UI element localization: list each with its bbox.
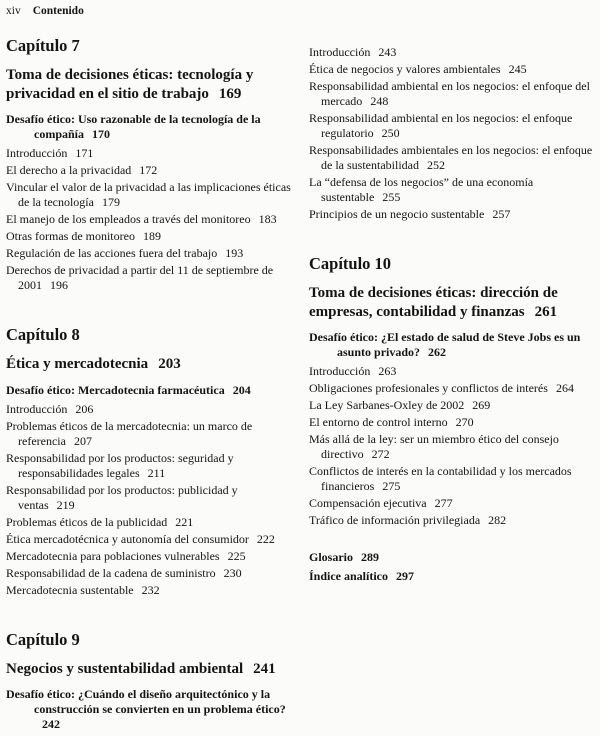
- toc-item-page: 245: [508, 62, 527, 76]
- toc-chapter-title: [6, 66, 295, 103]
- toc-item-page: 179: [101, 195, 120, 209]
- toc-entry: [6, 146, 295, 161]
- toc-item-page: 297: [396, 569, 415, 583]
- toc-entry: [6, 419, 295, 449]
- toc-item-page: 262: [428, 345, 447, 359]
- toc-item-text: Otras formas de monitoreo: [6, 229, 135, 243]
- toc-column-right: [309, 28, 598, 736]
- toc-item-page: 252: [426, 158, 445, 172]
- toc-item-text: La “defensa de los negocios” de una economía sustentable: [309, 175, 534, 204]
- toc-chapter-title: [309, 284, 598, 321]
- toc-entry: [309, 79, 598, 109]
- toc-item-page: 171: [75, 146, 94, 160]
- toc-item-page: 255: [382, 190, 401, 204]
- toc-item-text: Responsabilidad por los productos: seguridad y responsabilidades legales: [6, 450, 234, 480]
- toc-item-text: Introducción: [6, 401, 68, 416]
- toc-item-page: 169: [218, 85, 242, 102]
- toc-item-page: 269: [472, 398, 491, 412]
- toc-item-page: 207: [73, 433, 92, 448]
- toc-entry: [6, 180, 295, 210]
- toc-item-text: Desafío ético: ¿Cuándo el diseño arquitectónico y la construcción se convierten en un problema ético?: [6, 687, 286, 716]
- toc-entry: [309, 207, 598, 222]
- toc-item-page: 221: [175, 514, 194, 529]
- toc-entry: [6, 483, 295, 513]
- toc-entry: [309, 464, 598, 494]
- toc-entry: [309, 513, 598, 528]
- toc-entry: [309, 175, 598, 205]
- toc-item-text: Capítulo 8: [6, 325, 80, 344]
- toc-entry: [6, 532, 295, 547]
- toc-item-page: 275: [382, 479, 401, 493]
- toc-item-text: Derechos de privacidad a partir del 11 de septiembre de 2001: [6, 263, 274, 292]
- toc-item-text: Desafío ético: Uso razonable de la tecnología de la compañía: [6, 112, 261, 141]
- toc-item-text: Compensación ejecutiva: [309, 496, 427, 510]
- toc-item-text: Tráfico de información privilegiada: [309, 513, 481, 527]
- running-header: [6, 4, 594, 18]
- toc-chapter-number: [6, 36, 295, 56]
- toc-item-page: 289: [361, 550, 379, 564]
- toc-entry: [6, 163, 295, 178]
- toc-item-text: El manejo de los empleados a través del monitoreo: [6, 212, 251, 226]
- toc-item-page: 257: [492, 207, 511, 221]
- toc-item-text: Mercadotecnia sustentable: [6, 582, 134, 597]
- toc-item-text: Toma de decisiones éticas: dirección de empresas, contabilidad y finanzas: [309, 285, 558, 320]
- toc-item-page: 250: [381, 126, 400, 140]
- toc-challenge: [6, 383, 295, 398]
- toc-item-page: 263: [378, 364, 397, 378]
- toc-item-page: 261: [534, 303, 558, 320]
- toc-item-text: Responsabilidad de la cadena de suministro: [6, 565, 216, 580]
- toc-item-page: 206: [75, 401, 94, 416]
- toc-entry: [309, 45, 598, 60]
- toc-item-page: 272: [371, 447, 390, 461]
- toc-item-text: Responsabilidad ambiental en los negocios: el enfoque del mercado: [309, 79, 590, 108]
- toc-item-page: 172: [139, 163, 158, 177]
- toc-item-text: Introducción: [309, 45, 371, 59]
- toc-item-text: Desafío ético: Mercadotecnia farmacéutica: [6, 382, 225, 397]
- toc-chapter-number: [6, 325, 295, 345]
- toc-chapter-title: [6, 355, 295, 374]
- toc-item-text: Principios de un negocio sustentable: [309, 207, 485, 221]
- toc-entry: [6, 212, 295, 227]
- toc-item-text: Índice analítico: [309, 569, 389, 583]
- toc-challenge: [309, 330, 598, 360]
- toc-item-text: Capítulo 10: [309, 254, 392, 273]
- toc-entry: [6, 451, 295, 481]
- toc-item-page: 230: [223, 565, 242, 580]
- toc-entry: [6, 566, 295, 581]
- toc-chapter-number: [6, 630, 295, 650]
- toc-item-text: Toma de decisiones éticas: tecnología y privacidad en el sitio de trabajo: [6, 67, 254, 102]
- toc-item-page: 196: [50, 278, 68, 292]
- toc-entry: [309, 62, 598, 77]
- toc-item-text: Introducción: [6, 146, 68, 160]
- toc-entry: [6, 549, 295, 564]
- toc-item-page: 264: [555, 381, 574, 395]
- toc-item-page: 277: [434, 496, 453, 510]
- page-number: xiv: [6, 5, 21, 17]
- toc-entry: [6, 263, 295, 293]
- toc-item-text: Negocios y sustentabilidad ambiental: [6, 660, 244, 677]
- toc-item-page: 225: [227, 548, 246, 563]
- toc-item-text: Ética y mercadotecnia: [6, 356, 149, 372]
- toc-item-text: El entorno de control interno: [309, 415, 448, 429]
- toc-item-page: 248: [370, 94, 389, 108]
- toc-item-text: Responsabilidad por los productos: publicidad y ventas: [6, 482, 238, 512]
- toc-item-text: Responsabilidad ambiental en los negocios: el enfoque regulatorio: [309, 111, 573, 140]
- toc-backmatter: [309, 569, 598, 584]
- toc-item-page: 219: [56, 497, 75, 512]
- toc-challenge: [6, 687, 295, 732]
- toc-item-text: Conflictos de interés en la contabilidad y los mercados financieros: [309, 464, 572, 493]
- toc-chapter-number: [309, 254, 598, 274]
- toc-item-text: Introducción: [309, 364, 371, 378]
- toc-entry: [309, 496, 598, 511]
- toc-item-text: Obligaciones profesionales y conflictos de interés: [309, 381, 548, 395]
- toc-item-page: 203: [158, 356, 181, 372]
- toc-entry: [6, 515, 295, 530]
- toc-item-text: El derecho a la privacidad: [6, 163, 132, 177]
- toc-item-text: Ética de negocios y valores ambientales: [309, 62, 501, 76]
- toc-item-page: 193: [225, 246, 244, 260]
- toc-entry: [6, 402, 295, 417]
- toc-entry: [309, 415, 598, 430]
- toc-item-page: 282: [488, 513, 507, 527]
- toc-item-text: Más allá de la ley: ser un miembro ético del consejo directivo: [309, 432, 559, 461]
- toc-item-page: 232: [141, 582, 160, 597]
- toc-item-text: Regulación de las acciones fuera del trabajo: [6, 246, 218, 260]
- toc-entry: [309, 364, 598, 379]
- toc-entry: [6, 229, 295, 244]
- toc-challenge: [6, 112, 295, 142]
- toc-item-page: 189: [142, 229, 161, 243]
- toc-item-page: 270: [455, 415, 474, 429]
- toc-item-page: 170: [92, 127, 111, 141]
- toc-entry: [309, 398, 598, 413]
- toc-entry: [309, 381, 598, 396]
- toc-item-page: 183: [258, 212, 277, 226]
- header-section-label: Contenido: [32, 5, 84, 17]
- toc-item-text: Problemas éticos de la publicidad: [6, 514, 168, 529]
- toc-item-text: Problemas éticos de la mercadotecnia: un marco de referencia: [6, 418, 253, 448]
- toc-backmatter: [309, 550, 598, 565]
- toc-item-page: 222: [256, 531, 275, 546]
- toc-item-text: Responsabilidades ambientales en los negocios: el enfoque de la sustentabilidad: [309, 143, 593, 172]
- toc-item-page: 243: [378, 45, 397, 59]
- toc-item-page: 241: [253, 660, 276, 677]
- toc-item-page: 204: [232, 382, 251, 397]
- toc-column-left: [6, 28, 295, 736]
- toc-item-text: Desafío ético: ¿El estado de salud de Steve Jobs es un asunto privado?: [309, 330, 581, 359]
- toc-item-text: La Ley Sarbanes-Oxley de 2002: [309, 398, 465, 412]
- toc-item-text: Glosario: [309, 550, 353, 564]
- toc-item-text: Vincular el valor de la privacidad a las implicaciones éticas de la tecnología: [6, 180, 291, 209]
- toc-entry: [309, 143, 598, 173]
- toc-item-text: Mercadotecnia para poblaciones vulnerables: [6, 548, 220, 563]
- toc-entry: [309, 111, 598, 141]
- toc-item-page: 211: [147, 465, 166, 480]
- toc-columns: [6, 28, 594, 736]
- toc-item-text: Capítulo 9: [6, 629, 80, 649]
- toc-entry: [6, 583, 295, 598]
- toc-item-page: 242: [42, 717, 60, 731]
- toc-chapter-title: [6, 660, 295, 679]
- toc-entry: [6, 246, 295, 261]
- toc-item-text: Ética mercadotécnica y autonomía del consumidor: [6, 531, 249, 546]
- toc-entry: [309, 432, 598, 462]
- toc-item-text: Capítulo 7: [6, 36, 80, 55]
